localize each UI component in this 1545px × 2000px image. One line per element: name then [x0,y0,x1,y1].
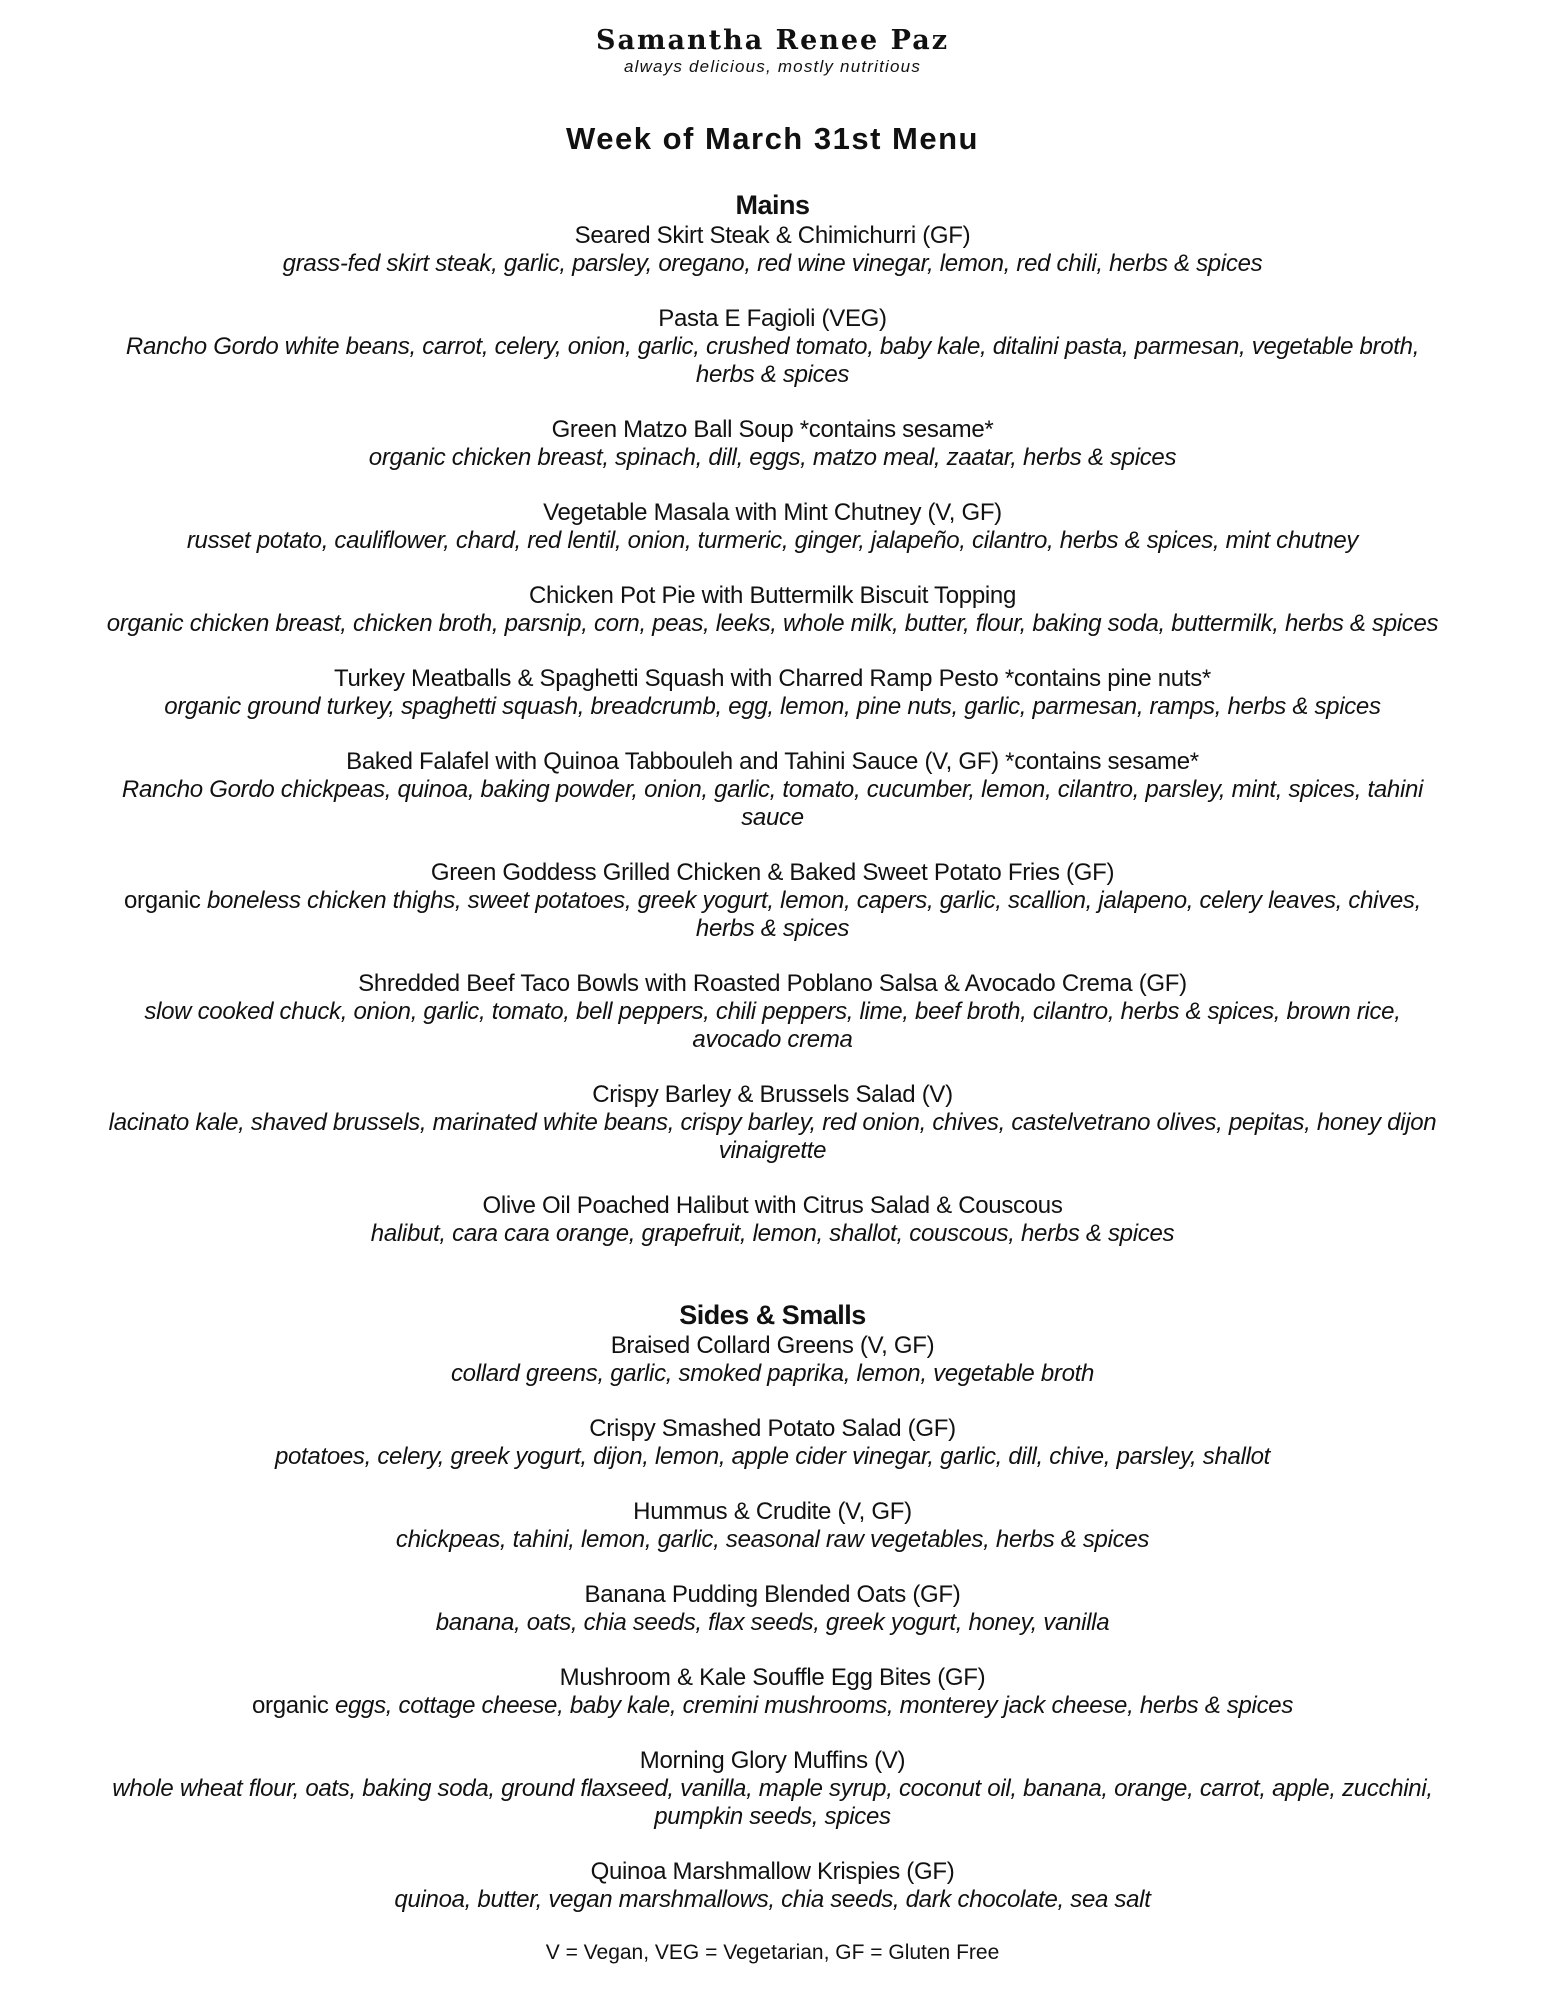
item-ingredients [0,804,1545,832]
brand-name: Samantha Renee Paz [595,25,950,56]
item-ingredients [0,1220,1545,1248]
ingredients-text: russet potato, cauliflower, chard, red lentil, onion, turmeric, ginger, jalapeño, cilantro, herbs & spices, mint chutney [186,527,1359,554]
item-ingredients [0,250,1545,278]
item-title: Mushroom & Kale Souffle Egg Bites (GF) [559,1664,986,1691]
ingredients-text: halibut, cara cara orange, grapefruit, lemon, shallot, couscous, herbs & spices [370,1220,1175,1247]
item-ingredients [0,527,1545,555]
ingredients-text: vinaigrette [718,1137,827,1164]
ingredients-text: boneless chicken thighs, sweet potatoes, greek yogurt, lemon, capers, garlic, scallion, jalapeno, celery leaves, chives, [206,887,1421,914]
ingredients-text: whole wheat flour, oats, baking soda, ground flaxseed, vanilla, maple syrup, coconut oil, banana, orange, carrot, apple, zucchini, [112,1775,1433,1802]
ingredients-text: chickpeas, tahini, lemon, garlic, seasonal raw vegetables, herbs & spices [395,1526,1150,1553]
item-ingredients [0,361,1545,389]
item-title: Olive Oil Poached Halibut with Citrus Salad & Couscous [482,1192,1063,1219]
item-title: Green Matzo Ball Soup *contains sesame* [551,416,994,443]
menu-item [0,1664,1545,1720]
ingredients-text: herbs & spices [695,361,850,388]
menu-item [0,1192,1545,1248]
item-ingredients [0,333,1545,361]
menu-item [0,1498,1545,1554]
ingredients-text: sauce [741,804,804,831]
menu-item [0,582,1545,638]
item-title: Seared Skirt Steak & Chimichurri (GF) [574,222,971,249]
item-title: Banana Pudding Blended Oats (GF) [584,1581,961,1608]
menu-item [0,748,1545,832]
ingredients-text: grass-fed skirt steak, garlic, parsley, oregano, red wine vinegar, lemon, red chili, herbs & spices [282,250,1263,277]
item-ingredients [0,1886,1545,1914]
section-heading: Sides & Smalls [679,1300,866,1330]
ingredients-text: Rancho Gordo white beans, carrot, celery, onion, garlic, crushed tomato, baby kale, ditalini pasta, parmesan, vegetable broth, [125,333,1420,360]
item-title: Turkey Meatballs & Spaghetti Squash with Charred Ramp Pesto *contains pine nuts* [334,665,1211,692]
item-title: Green Goddess Grilled Chicken & Baked Sweet Potato Fries (GF) [430,859,1115,886]
menu-item [0,1581,1545,1637]
ingredients-text: organic chicken breast, chicken broth, parsnip, corn, peas, leeks, whole milk, butter, flour, baking soda, buttermilk, herbs & spices [106,610,1439,637]
ingredients-text: slow cooked chuck, onion, garlic, tomato, bell peppers, chili peppers, lime, beef broth, cilantro, herbs & spices, brown rice, [144,998,1401,1025]
item-ingredients [0,1775,1545,1803]
ingredients-prefix: organic [251,1692,335,1719]
item-title: Chicken Pot Pie with Buttermilk Biscuit Topping [528,582,1017,609]
item-title: Braised Collard Greens (V, GF) [610,1332,935,1359]
menu-sections [0,189,1545,1914]
menu-item [0,859,1545,943]
ingredients-text: organic ground turkey, spaghetti squash, breadcrumb, egg, lemon, pine nuts, garlic, parmesan, ramps, herbs & spices [164,693,1381,720]
menu-item [0,499,1545,555]
item-ingredients [0,1609,1545,1637]
item-ingredients [0,887,1545,915]
item-title: Morning Glory Muffins (V) [639,1747,906,1774]
ingredients-text: Rancho Gordo chickpeas, quinoa, baking powder, onion, garlic, tomato, cucumber, lemon, cilantro, parsley, mint, spices, tahini [121,776,1424,803]
item-ingredients [0,1109,1545,1137]
item-title: Crispy Barley & Brussels Salad (V) [592,1081,953,1108]
item-title: Crispy Smashed Potato Salad (GF) [589,1415,956,1442]
item-ingredients [0,1443,1545,1471]
item-ingredients [0,915,1545,943]
menu-item [0,1332,1545,1388]
item-ingredients [0,1526,1545,1554]
section-heading: Mains [735,190,810,220]
menu-item [0,970,1545,1054]
ingredients-text: herbs & spices [695,915,850,942]
item-title: Vegetable Masala with Mint Chutney (V, GF) [543,499,1002,526]
ingredients-text: lacinato kale, shaved brussels, marinated white beans, crispy barley, red onion, chives, castelvetrano olives, pepitas, honey dijon [108,1109,1437,1136]
ingredients-text: banana, oats, chia seeds, flax seeds, greek yogurt, honey, vanilla [435,1609,1110,1636]
item-ingredients [0,610,1545,638]
ingredients-text: eggs, cottage cheese, baby kale, cremini mushrooms, monterey jack cheese, herbs & spices [334,1692,1294,1719]
menu-section [0,1299,1545,1914]
menu-item [0,416,1545,472]
item-ingredients [0,1026,1545,1054]
ingredients-text: quinoa, butter, vegan marshmallows, chia seeds, dark chocolate, sea salt [394,1886,1151,1913]
item-title: Quinoa Marshmallow Krispies (GF) [590,1858,955,1885]
ingredients-prefix: organic [124,887,207,914]
menu-title: Week of March 31st Menu [566,121,979,156]
item-ingredients [0,1692,1545,1720]
menu-item [0,305,1545,389]
ingredients-text: potatoes, celery, greek yogurt, dijon, lemon, apple cider vinegar, garlic, dill, chive, parsley, shallot [274,1443,1271,1470]
item-title: Shredded Beef Taco Bowls with Roasted Poblano Salsa & Avocado Crema (GF) [358,970,1187,997]
item-ingredients [0,693,1545,721]
ingredients-text: collard greens, garlic, smoked paprika, lemon, vegetable broth [450,1360,1095,1387]
item-ingredients [0,776,1545,804]
menu-item [0,1747,1545,1831]
ingredients-text: avocado crema [692,1026,853,1053]
menu-item [0,222,1545,278]
ingredients-text: pumpkin seeds, spices [654,1803,891,1830]
dietary-legend: V = Vegan, VEG = Vegetarian, GF = Gluten Free [545,1941,1000,1964]
ingredients-text: organic chicken breast, spinach, dill, eggs, matzo meal, zaatar, herbs & spices [368,444,1177,471]
item-title: Hummus & Crudite (V, GF) [633,1498,912,1525]
menu-item [0,665,1545,721]
menu-item [0,1081,1545,1165]
item-ingredients [0,1137,1545,1165]
menu-item [0,1415,1545,1471]
menu-section [0,189,1545,1248]
menu-item [0,1858,1545,1914]
tagline: always delicious, mostly nutritious [623,57,922,76]
item-title: Pasta E Fagioli (VEG) [658,305,887,332]
item-ingredients [0,1360,1545,1388]
item-ingredients [0,998,1545,1026]
item-ingredients [0,444,1545,472]
item-ingredients [0,1803,1545,1831]
item-title: Baked Falafel with Quinoa Tabbouleh and Tahini Sauce (V, GF) *contains sesame* [346,748,1199,775]
